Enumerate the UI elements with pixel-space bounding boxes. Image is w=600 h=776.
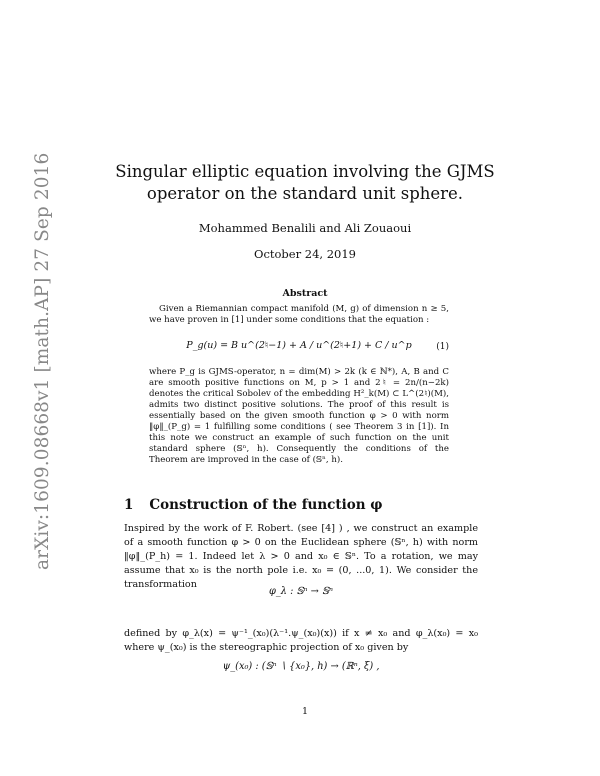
- equation-1: [149, 337, 449, 361]
- date: October 24, 2019: [254, 247, 356, 261]
- section-heading: [124, 497, 382, 513]
- display-projection: ψ_(x₀) : (𝕊ⁿ ∖ {x₀}, h) → (ℝⁿ, ξ) ,: [222, 661, 380, 672]
- display-transformation: φ_λ : 𝕊ⁿ → 𝕊ⁿ: [268, 586, 334, 597]
- equation-content: P_g(u) = B u^(2♮−1) + A / u^(2♮+1) + C / u^p: [186, 340, 412, 351]
- equation-number: (1): [436, 342, 449, 352]
- page-number: 1: [301, 706, 309, 717]
- section-number: 1: [124, 497, 134, 513]
- authors: Mohammed Benalili and Ali Zouaoui: [198, 221, 412, 235]
- section-paragraph-2: defined by φ_λ(x) = ψ⁻¹_(x₀)(λ⁻¹.ψ_(x₀)(x)) if x ≠ x₀ and φ_λ(x₀) = x₀ where ψ_(x₀) is the stereographic projection of x₀ given by: [124, 628, 478, 653]
- section-paragraph-1: Inspired by the work of F. Robert. (see [4] ) , we construct an example of a smooth function φ > 0 on the Euclidean sphere (𝕊ⁿ, h) with norm ‖φ‖_(P_h) = 1. Indeed let λ > 0 and x₀ ∈ 𝕊ⁿ. To a rotation, we may assume that x₀ is the north pole i.e. x₀ = (0, ...0, 1). We consider the transformation: [124, 523, 478, 590]
- title-line-1: Singular elliptic equation involving the GJMS: [115, 162, 495, 181]
- paper-title: [100, 161, 510, 205]
- abstract-heading: Abstract: [282, 288, 328, 299]
- abstract-body: where P_g is GJMS-operator, n = dim(M) > 2k (k ∈ ℕ*), A, B and C are smooth positive functions on M, p > 1 and 2♮ = 2n/(n−2k) denotes the critical Sobolev of the embedding H²_k(M) ⊂ L^(2♮)(M), admits two distinct positive solutions. The proof of this result is essentially based on the given smooth function φ > 0 with norm ‖φ‖_(P_g) = 1 fulfilling some conditions ( see Theorem 3 in [1]). In this note we construct an example of such function on the unit standard sphere (𝕊ⁿ, h). Consequently the conditions of the Theorem are improved in the case of (𝕊ⁿ, h).: [149, 367, 449, 465]
- arxiv-identifier: arXiv:1609.08668v1 [math.AP] 27 Sep 2016: [32, 152, 53, 570]
- arxiv-sidebar: [12, 152, 53, 570]
- abstract-intro: Given a Riemannian compact manifold (M, g) of dimension n ≥ 5, we have proven in [1] under some conditions that the equation :: [149, 304, 449, 325]
- section-title: Construction of the function φ: [149, 497, 383, 513]
- title-line-2: operator on the standard unit sphere.: [146, 184, 464, 203]
